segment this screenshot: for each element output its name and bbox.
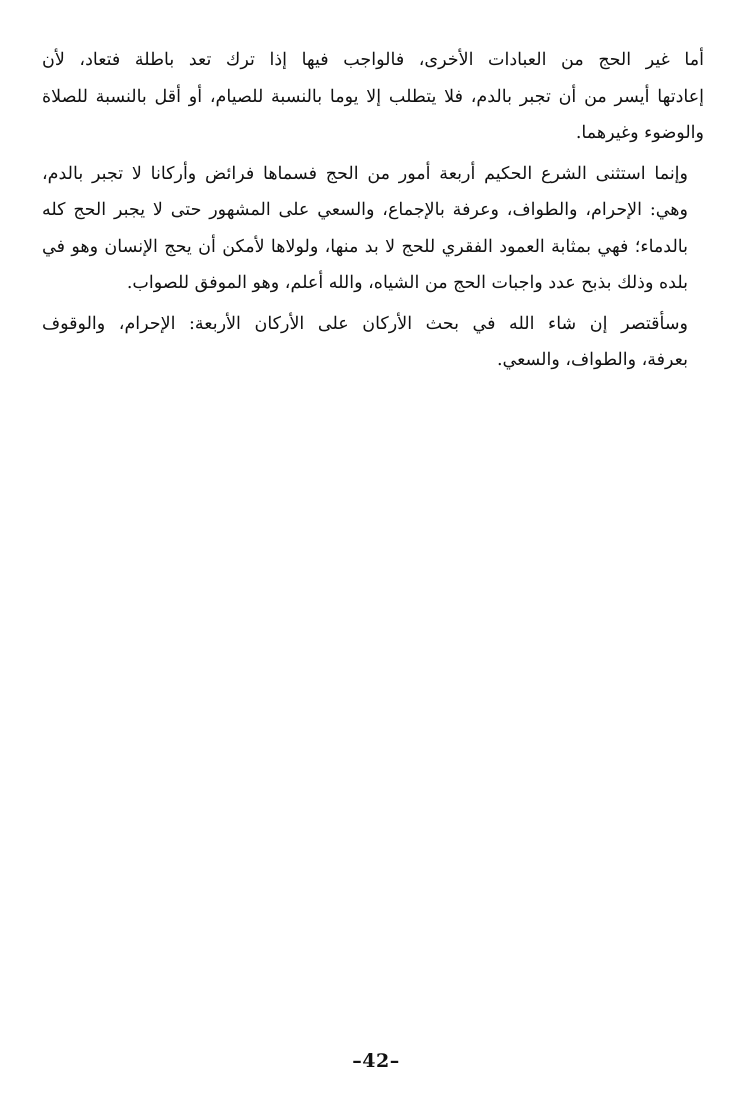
body-text — [42, 42, 704, 383]
text-line: إعادتها أيسر من أن تجبر بالدم، فلا يتطلب إلا يوما بالنسبة للصيام، أو أقل بالنسبة للصلاة — [42, 86, 704, 107]
text-line: أما غير الحج من العبادات الأخرى، فالواجب فيها إذا ترك تعد باطلة فتعاد، لأن — [42, 50, 704, 70]
text-line: وهي: الإحرام، والطواف، وعرفة بالإجماع، والسعي على المشهور حتى لا يجبر الحج كله — [42, 200, 688, 220]
text-line: بعرفة، والطواف، والسعي. — [496, 350, 688, 370]
paragraph-scope — [42, 306, 704, 379]
text-line: وسأقتصر إن شاء الله في بحث الأركان على الأركان الأربعة: الإحرام، والوقوف — [42, 313, 688, 334]
text-line: بلده وذلك بذبح عدد واجبات الحج من الشياه، والله أعلم، وهو الموفق للصواب. — [126, 273, 688, 293]
page-number: –42– — [352, 1050, 400, 1072]
text-line: بالدماء؛ فهي بمثابة العمود الفقري للحج لا بد منها، ولولاها لأمكن أن يحج الإنسان وهو في — [42, 236, 688, 257]
paragraph-other-worships — [42, 42, 704, 152]
text-line: وإنما استثنى الشرع الحكيم أربعة أمور من الحج فسماها فرائض وأركانا لا تجبر بالدم، — [42, 163, 688, 184]
paragraph-four-pillars — [42, 156, 704, 302]
text-line: والوضوء وغيرهما. — [575, 123, 704, 143]
